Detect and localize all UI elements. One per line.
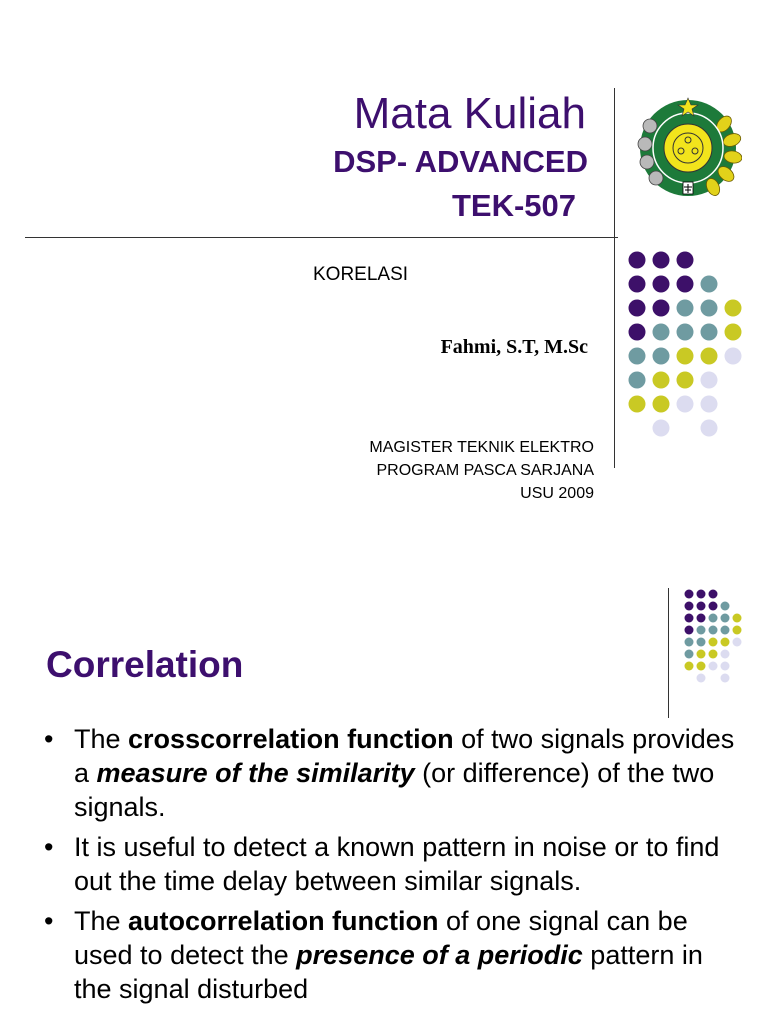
decorative-dot: [709, 638, 718, 647]
decorative-dot: [709, 662, 718, 671]
decorative-dot: [701, 420, 718, 437]
decorative-dot: [629, 372, 646, 389]
decorative-dot: [653, 300, 670, 317]
decorative-dot: [677, 348, 694, 365]
decorative-dot: [677, 300, 694, 317]
decorative-dot: [721, 602, 730, 611]
decorative-dot: [701, 300, 718, 317]
bullet-text: It is useful to detect a known pattern in noise or to find out the time delay between similar signals.: [74, 832, 720, 896]
slide-title: Mata Kuliah: [353, 89, 586, 138]
bold-term: autocorrelation function: [128, 906, 439, 936]
decorative-dot: [685, 614, 694, 623]
vertical-divider: [668, 588, 669, 718]
decorative-dot-grid: [682, 588, 754, 700]
bullet-text: The: [74, 906, 129, 936]
decorative-dot: [721, 674, 730, 683]
decorative-dot: [629, 276, 646, 293]
decorative-dot: [697, 602, 706, 611]
decorative-dot: [721, 614, 730, 623]
bold-term: crosscorrelation function: [128, 724, 454, 754]
decorative-dot: [697, 638, 706, 647]
decorative-dot: [721, 626, 730, 635]
bullet-item: [44, 830, 744, 898]
bullet-text: The: [74, 724, 129, 754]
emphasis-term: presence of a: [296, 940, 471, 970]
decorative-dot: [653, 396, 670, 413]
bullet-text: pattern in the signal disturbed: [74, 940, 703, 1004]
decorative-dot: [629, 348, 646, 365]
decorative-dot: [677, 372, 694, 389]
decorative-dot: [685, 650, 694, 659]
decorative-dot: [629, 324, 646, 341]
horizontal-divider: [25, 237, 618, 238]
decorative-dot: [629, 300, 646, 317]
decorative-dot: [701, 276, 718, 293]
university-seal-icon: [636, 94, 742, 204]
decorative-dot: [701, 396, 718, 413]
decorative-dot: [709, 590, 718, 599]
decorative-dot: [721, 650, 730, 659]
decorative-dot: [701, 372, 718, 389]
bullet-item: [44, 904, 744, 1006]
slide-title: Correlation: [46, 644, 244, 685]
decorative-dot: [701, 348, 718, 365]
bullet-text: of two signals provides a: [74, 724, 735, 788]
decorative-dot: [685, 638, 694, 647]
decorative-dot: [677, 396, 694, 413]
decorative-dot: [697, 614, 706, 623]
decorative-dot: [709, 602, 718, 611]
decorative-dot: [685, 662, 694, 671]
decorative-dot: [629, 396, 646, 413]
decorative-dot: [709, 650, 718, 659]
institution-line: PROGRAM PASCA SARJANA: [376, 462, 594, 479]
decorative-dot: [733, 626, 742, 635]
course-name: DSP- ADVANCED: [333, 144, 588, 179]
decorative-dot: [697, 674, 706, 683]
topic-label: KORELASI: [313, 264, 409, 285]
decorative-dot: [653, 252, 670, 269]
decorative-dot: [653, 324, 670, 341]
decorative-dot: [733, 638, 742, 647]
decorative-dot: [721, 662, 730, 671]
correlation-slide: [0, 566, 768, 1024]
decorative-dot: [725, 300, 742, 317]
emphasis-term: measure of the similarity: [96, 758, 415, 788]
decorative-dot: [725, 324, 742, 341]
decorative-dot: [653, 372, 670, 389]
decorative-dot: [697, 590, 706, 599]
decorative-dot: [677, 276, 694, 293]
decorative-dot: [685, 626, 694, 635]
decorative-dot: [725, 348, 742, 365]
decorative-dot: [653, 276, 670, 293]
decorative-dot: [697, 650, 706, 659]
decorative-dot: [677, 252, 694, 269]
institution-line: USU 2009: [520, 485, 594, 502]
decorative-dot-grid: [624, 248, 748, 440]
decorative-dot: [629, 252, 646, 269]
decorative-dot: [697, 662, 706, 671]
decorative-dot: [733, 614, 742, 623]
bullet-text: of one signal can be used to detect the: [74, 906, 688, 970]
vertical-divider: [614, 88, 615, 468]
decorative-dot: [685, 602, 694, 611]
emphasis-term: periodic: [477, 940, 583, 970]
institution-line: MAGISTER TEKNIK ELEKTRO: [369, 439, 594, 456]
decorative-dot: [697, 626, 706, 635]
decorative-dot: [709, 626, 718, 635]
decorative-dot: [721, 638, 730, 647]
bullet-list: [44, 722, 744, 1012]
bullet-text: (or difference) of the two signals.: [74, 758, 715, 822]
institution-block: [369, 436, 594, 505]
bullet-item: [44, 722, 744, 824]
decorative-dot: [653, 348, 670, 365]
decorative-dot: [709, 614, 718, 623]
author-name: Fahmi, S.T, M.Sc: [440, 336, 588, 358]
course-code: TEK-507: [451, 188, 576, 223]
decorative-dot: [677, 324, 694, 341]
decorative-dot: [701, 324, 718, 341]
decorative-dot: [685, 590, 694, 599]
decorative-dot: [653, 420, 670, 437]
